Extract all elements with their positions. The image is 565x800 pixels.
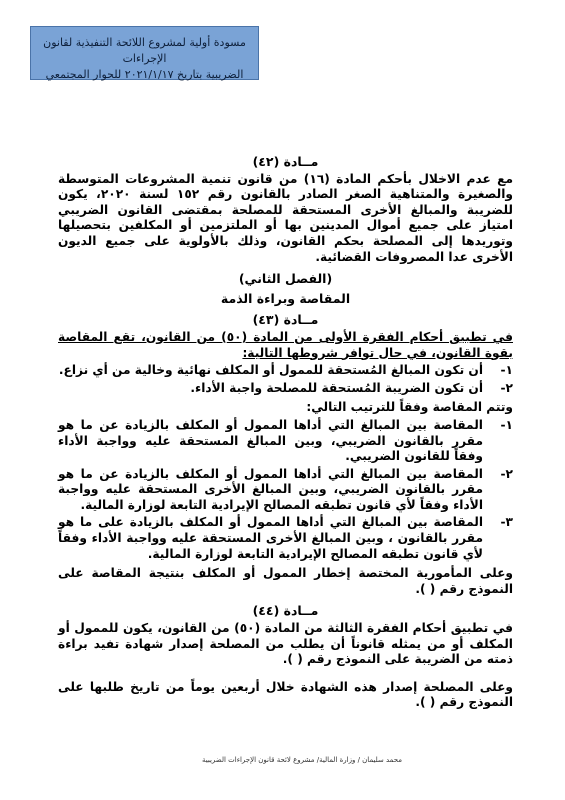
list-item-number: ٣- [500, 515, 513, 530]
list-item-text: المقاصة بين المبالغ التي أداها الممول أو المكلف بالزيادة على ما هو مقرر بالقانون ، وبين المبالغ الأخرى المستحقة عليه وواجبة الأداء وفقاً لأي قانون تطبقه المصالح الإيرادية التابعة لوزارة المالية. [58, 515, 483, 561]
article-44-closing: وعلى المصلحة إصدار هذه الشهادة خلال أربعين يوماً من تاريخ طلبها على النموذج رقم ( ). [58, 679, 513, 710]
list-item-text: أن تكون المبالغ المُستحقة للممول أو المكلف نهائية وخالية من أي نزاع. [58, 363, 483, 378]
document-body [58, 150, 513, 713]
article-43-title: مــادة (٤٣) [252, 312, 319, 328]
article-44-body: في تطبيق أحكام الفقرة الثالثة من المادة (٥٠) من القانون، يكون للممول أو المكلف أو من يمثله قانوناً أن يطلب من المصلحة إصدار شهادة تفيد براءة ذمته من الضريبة على النموذج رقم ( ). [58, 621, 514, 667]
list-item [58, 467, 513, 514]
list-item [58, 363, 513, 379]
article-43-closing: وعلى المأمورية المختصة إخطار الممول أو المكلف بنتيجة المقاصة على النموذج رقم ( ). [58, 566, 513, 596]
list-item-text: المقاصة بين المبالغ التي أداها الممول أو المكلف بالزيادة عن ما هو مقرر بالقانون الضريبي، وبين المبالغ الأخرى المستحقة عليه وواجبة الأداء وفقاً لأي قانون تطبقه المصالح الإيرادية التابعة لوزارة المالية. [58, 466, 483, 512]
article-43-order-intro: وتتم المقاصة وفقاً للترتيب التالي: [306, 400, 513, 415]
article-42-body: مع عدم الاخلال بأحكم المادة (١٦) من قانون تنمية المشروعات المتوسطة والصغيرة والمتناهية الصغر الصادر بالقانون رقم ١٥٢ لسنة ٢٠٢٠، يكون للضريبة والمبالغ الأخرى المستحقة للمصلحة بمقتضى القانون الضريبي امتياز على جميع أموال المدينين بها أو الملتزمين أو المكلفين بتحصيلها وتوريدها إلى المصلحة بحكم القانون، وذلك بالأولوية على جميع الديون الأخرى عدا المصروفات القضائية. [58, 171, 513, 264]
list-item-text: أن تكون الضريبة المُستحقة للمصلحة واجبة الأداء. [190, 380, 483, 395]
article-42-title: مــادة (٤٢) [252, 154, 319, 169]
list-item [58, 381, 513, 397]
article-43-order-list [58, 418, 513, 562]
list-item-text: المقاصة بين المبالغ التي أداها الممول أو المكلف بالزيادة عن ما هو مقرر بالقانون الضريبي، وبين المبالغ المستحقة عليه وواجبة الأداء وفقاً للقانون الضريبي. [58, 417, 483, 464]
list-item-number: ١- [500, 417, 513, 432]
list-item [58, 515, 513, 562]
chapter-subtitle: المقاصة وبراءة الذمة [220, 290, 351, 306]
draft-notice-line1: مسودة أولية لمشروع اللائحة التنفيذية لقانون الإجراءات [43, 36, 246, 65]
list-item-number: ١- [500, 363, 513, 378]
draft-notice-line2: الضريبية بتاريخ ٢٠٢١/١/١٧ للحوار المجتمعي [45, 68, 244, 81]
chapter-title: (الفصل الثاني) [238, 271, 333, 287]
list-item-number: ٢- [500, 466, 513, 481]
list-item-number: ٢- [500, 380, 513, 395]
article-43-intro: في تطبيق أحكام الفقرة الأولى من المادة (٥٠) من القانون، تقع المقاصة بقوة القانون، في حال توافر شروطها التالية: [58, 329, 513, 360]
article-43-conditions [58, 363, 513, 396]
page-footer: محمد سليمان / وزارة المالية/ مشروع لائحة قانون الإجراءات الضريبية [202, 756, 402, 764]
article-44-title: مــادة (٤٤) [252, 603, 319, 619]
list-item [58, 418, 513, 465]
draft-notice-box [30, 26, 259, 80]
